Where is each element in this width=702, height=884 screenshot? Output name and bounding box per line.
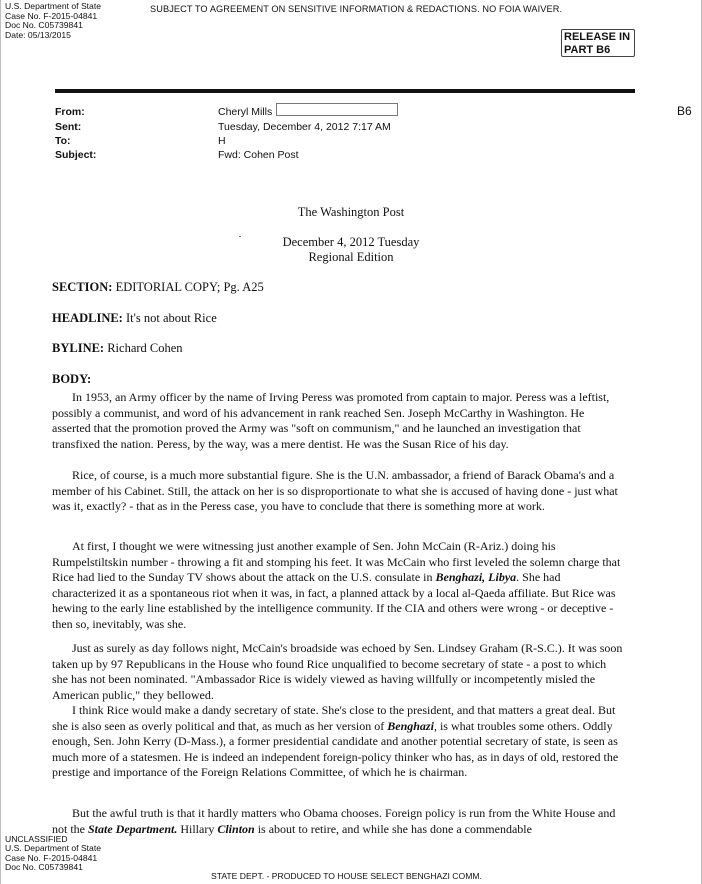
paragraph-text: Just as surely as day follows night, McCain's broadside was echoed by Sen. Lindsey Graham (R-S.C.). It was soon taken up by 97 Republicans in the House who found Rice unqualified to become secretary of state - a post to which she has not been nominated. "Ambassador Rice is widely viewed as having willfully or incompetently misled the American public," they bellowed.	[52, 641, 623, 702]
headline-label: HEADLINE:	[52, 311, 123, 325]
release-line-1: RELEASE IN	[564, 31, 631, 43]
exemption-code: B6	[677, 104, 692, 118]
paragraph-text: is about to retire, and while she has done a commendable	[254, 821, 532, 836]
footer-classification: UNCLASSIFIED	[5, 834, 68, 844]
redaction-box	[276, 103, 398, 116]
production-notice: STATE DEPT. - PRODUCED TO HOUSE SELECT BENGHAZI COMM.	[211, 871, 482, 881]
paragraph-text: . She had characterized it as a spontaneous riot when it was, in fact, a planned attack by a local al-Qaeda affiliate. But Rice was hewing to the early line established by the intelligence community. If the CIA and others were wrong - or deceptive - then so, inevitably, was she.	[52, 570, 616, 631]
paragraph-text: Rice, of course, is a much more substantial figure. She is the U.N. ambassador, a friend of Barack Obama's and a member of his Cabinet. Still, the attack on her is so disproportionate to what she is accused of having done - just what was it, exactly? - that as in the Peress case, you have to conclude that there is something more at work.	[52, 468, 618, 514]
header-stamp	[5, 2, 101, 40]
emphasis-text: State Department.	[88, 821, 178, 836]
paragraph-text: , is what troubles some others. Oddly enough, Sen. John Kerry (D-Mass.), a former presidential candidate and another potential secretary of state, is seen as much more of a statesmen. He is indeed an independent foreign-policy thinker who has, as in days of old, restored the prestige and importance of the Foreign Relations Committee, of which he is chairman.	[52, 718, 619, 780]
page-left-border	[0, 0, 1, 884]
foia-notice: SUBJECT TO AGREEMENT ON SENSITIVE INFORMATION & REDACTIONS. NO FOIA WAIVER.	[150, 4, 563, 14]
from-label: From:	[55, 106, 85, 118]
emphasis-text: Benghazi, Libya	[435, 570, 517, 585]
to-value: H	[218, 135, 226, 147]
from-value: Cheryl Mills	[218, 106, 273, 118]
emphasis-text: Benghazi	[387, 718, 434, 733]
article-edition: Regional Edition	[308, 250, 394, 264]
byline-line	[52, 341, 183, 356]
subject-value: Fwd: Cohen Post	[218, 149, 299, 161]
footer-case-no: Case No. F-2015-04841	[5, 852, 98, 863]
section-line	[52, 280, 264, 295]
body-paragraph	[52, 390, 625, 452]
subject-label: Subject:	[55, 149, 97, 161]
body-heading	[52, 372, 91, 387]
article-date: December 4, 2012 Tuesday	[282, 235, 420, 249]
headline-line	[52, 311, 217, 326]
section-label: SECTION:	[52, 280, 113, 294]
footer-stamp	[5, 835, 101, 873]
body-paragraph	[52, 641, 625, 703]
paragraph-text: At first, I thought we were witnessing just another example of Sen. John McCain (R-Ariz.) doing his Rumpelstiltskin number - throwing a fit and stomping his feet. It was McCain who first leveled the solemn charge that Rice had lied to the Sunday TV shows about the attack on the U.S. consulate in	[52, 539, 621, 585]
header-dept: U.S. Department of State	[5, 1, 102, 11]
byline-label: BYLINE:	[52, 341, 105, 355]
body-paragraph	[52, 468, 625, 515]
release-stamp	[561, 29, 635, 57]
paragraph-text: I think Rice would make a dandy secretary of state. She's close to the president, and that matters a great deal. But she is also seen as overly political and that, as much as her version of	[52, 703, 616, 733]
publication-name: The Washington Post	[297, 205, 405, 219]
paragraph-text: Hillary	[177, 821, 218, 836]
paragraph-text: In 1953, an Army officer by the name of Irving Peress was promoted from captain to major. Peress was a leftist, possibly a communist, and word of his advancement in rank reached Sen. Joseph McCarthy in Washington. He asserted that the promotion proved the Army was "soft on communism," and he launched an investigation that transfixed the nation. Peress, by the way, was a mere dentist. He was the Susan Rice of his day.	[52, 390, 610, 451]
body-paragraph	[52, 806, 625, 837]
header-doc-no: Doc No. C05739841	[5, 20, 83, 31]
release-line-2: PART B6	[564, 44, 611, 56]
sent-value: Tuesday, December 4, 2012 7:17 AM	[218, 121, 391, 133]
body-label: BODY:	[52, 372, 92, 386]
paragraph-text: But the awful truth is that it hardly matters who Obama chooses. Foreign policy is run from the White House and not the	[52, 806, 616, 836]
body-paragraph	[52, 539, 625, 633]
email-header-rule	[55, 89, 635, 93]
sent-label: Sent:	[55, 121, 82, 133]
byline-value: Richard Cohen	[107, 341, 183, 355]
to-label: To:	[55, 135, 71, 147]
headline-value: It's not about Rice	[125, 311, 217, 325]
section-value: EDITORIAL COPY; Pg. A25	[115, 280, 264, 294]
header-date: Date: 05/13/2015	[5, 29, 71, 40]
body-paragraph	[52, 703, 625, 781]
footer-doc-no: Doc No. C05739841	[5, 862, 83, 873]
header-case-no: Case No. F-2015-04841	[5, 10, 98, 21]
footer-dept: U.S. Department of State	[5, 843, 102, 854]
emphasis-text: Clinton	[217, 821, 255, 836]
